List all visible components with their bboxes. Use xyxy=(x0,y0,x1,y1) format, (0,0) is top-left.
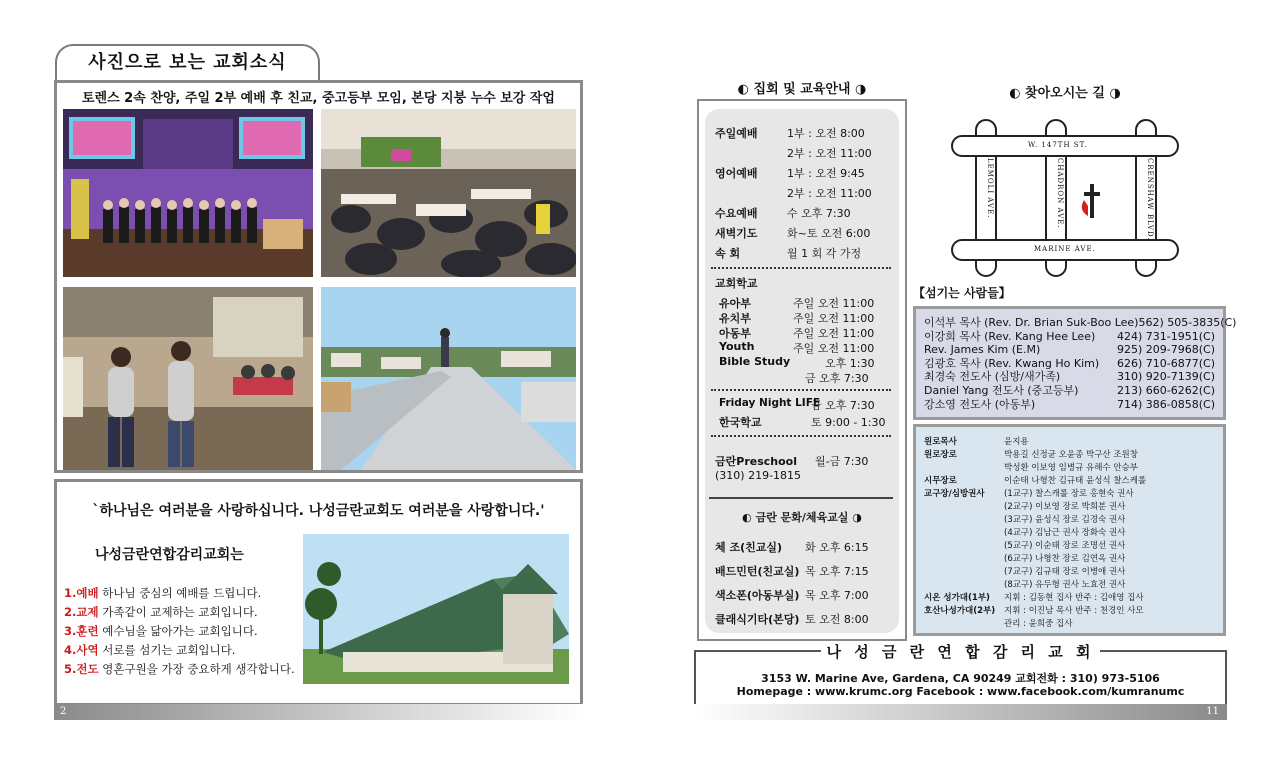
program-name: Friday Night LIFE xyxy=(719,397,821,409)
elder-row: (6교구) 나형찬 장로 김연옥 권사 xyxy=(1004,554,1126,564)
photo-news-panel xyxy=(54,80,583,473)
church-building-photo xyxy=(303,534,569,684)
ave3-label: CRENSHAW BLVD. xyxy=(1146,158,1154,241)
staff-name: 최경숙 전도사 (심방/새가족) xyxy=(924,370,1061,384)
preschool-time: 월-금 7:30 xyxy=(815,455,869,468)
worship-time: 1부 : 오전 9:45 xyxy=(787,167,865,180)
school-title: 교회학교 xyxy=(715,277,758,290)
staff-row xyxy=(924,330,1215,344)
value-key: 1.예배 xyxy=(64,586,99,600)
church-web: Homepage : www.krumc.org Facebook : www.facebook.com/kumranumc xyxy=(736,685,1185,698)
staff-name: 이강희 목사 (Rev. Kang Hee Lee) xyxy=(924,329,1096,343)
worship-name: 새벽기도 xyxy=(715,227,758,240)
school-time: 금 오후 7:30 xyxy=(805,372,869,385)
value-key: 4.사역 xyxy=(64,643,99,657)
staff-name: Daniel Yang 전도사 (중고등부) xyxy=(924,383,1079,397)
worship-time: 화~토 오전 6:00 xyxy=(787,227,871,240)
staff-phone: 925) 209-7968(C) xyxy=(1116,343,1215,357)
value-item xyxy=(64,642,235,658)
elder-row: 관리 : 윤희중 집사 xyxy=(1004,619,1073,629)
schedule-panel xyxy=(697,99,907,641)
school-time: 주일 오전 11:00 xyxy=(793,342,875,355)
page-number-right: 11 xyxy=(694,704,1227,720)
staff-name: 강소영 전도사 (아동부) xyxy=(924,397,1036,411)
value-item xyxy=(64,661,295,677)
program-name: 한국학교 xyxy=(719,416,762,429)
staff-name: 이석부 목사 (Rev. Dr. Brian Suk-Boo Lee) xyxy=(924,316,1139,329)
elder-row: 원로장로 박용길 신정균 오윤종 박구산 조원창 xyxy=(924,450,1138,460)
church-address: 3153 W. Marine Ave, Gardena, CA 90249 교회전화 : 310) 973-5106 xyxy=(761,672,1160,685)
value-text: 예수님을 닮아가는 교회입니다. xyxy=(102,624,258,638)
photo-roof-repair xyxy=(321,287,576,470)
program-time: 토 9:00 - 1:30 xyxy=(811,416,886,429)
staff-row xyxy=(924,384,1215,398)
value-item xyxy=(64,623,258,639)
school-name: 유치부 xyxy=(719,312,751,325)
page-number-left: 2 xyxy=(54,704,583,720)
elder-row: 박성환 이보영 임병규 유해수 안승부 xyxy=(1004,463,1138,473)
staff-row xyxy=(924,398,1215,412)
street-bottom-label: MARINE AVE. xyxy=(1034,245,1096,253)
value-key: 5.전도 xyxy=(64,662,99,676)
church-name: 나 성 금 란 연 합 감 리 교 회 xyxy=(696,641,1225,662)
worship-time: 수 오후 7:30 xyxy=(787,207,851,220)
school-name: 아동부 xyxy=(719,327,751,340)
street-top-label: W. 147TH ST. xyxy=(1028,141,1088,149)
school-time: 주일 오전 11:00 xyxy=(793,312,875,325)
elder-row: (4교구) 김남근 권사 장화숙 권사 xyxy=(1004,528,1126,538)
divider xyxy=(711,435,891,437)
culture-time: 목 오후 7:00 xyxy=(805,589,869,602)
section-title: 사진으로 보는 교회소식 xyxy=(55,44,320,80)
elder-row: (7교구) 김규태 장로 이병애 권사 xyxy=(1004,567,1126,577)
ave1-label: LEMOLI AVE. xyxy=(986,158,994,219)
staff-name: Rev. James Kim (E.M) xyxy=(924,343,1041,357)
value-key: 2.교제 xyxy=(64,605,99,619)
church-vision-panel xyxy=(54,479,583,706)
preschool-name: 금란Preschool xyxy=(715,455,797,468)
worship-time: 2부 : 오전 11:00 xyxy=(787,147,872,160)
value-text: 서로를 섬기는 교회입니다. xyxy=(102,643,236,657)
culture-time: 목 오후 7:15 xyxy=(805,565,869,578)
photo-youth xyxy=(63,287,313,470)
elder-row: (2교구) 이보영 장로 박희분 권사 xyxy=(1004,502,1126,512)
map xyxy=(950,118,1180,278)
staff-row xyxy=(924,370,1215,384)
school-name: Bible Study xyxy=(719,355,791,368)
church-info-footer xyxy=(694,643,1227,706)
elder-row: 시무장로 이순태 나형찬 김규태 윤성식 찰스케롤 xyxy=(924,476,1147,486)
worship-time: 2부 : 오전 11:00 xyxy=(787,187,872,200)
value-text: 영혼구원을 가장 중요하게 생각합니다. xyxy=(102,662,295,676)
staff-panel xyxy=(913,306,1237,420)
worship-name: 영어예배 xyxy=(715,167,758,180)
elder-row: 시온 성가대(1부) 지휘 : 김동현 집사 반주 : 김애영 집사 xyxy=(924,593,1144,603)
elder-row: (8교구) 유두형 권사 노효전 권사 xyxy=(1004,580,1126,590)
school-name: 유아부 xyxy=(719,297,751,310)
divider xyxy=(711,267,891,269)
value-key: 3.훈련 xyxy=(64,624,99,638)
staff-phone: 310) 920-7139(C) xyxy=(1116,370,1215,384)
staff-name: 김광호 목사 (Rev. Kwang Ho Kim) xyxy=(924,356,1100,370)
staff-phone: 213) 660-6262(C) xyxy=(1116,383,1215,397)
motto: `하나님은 여러분을 사랑하십니다. 나성금란교회도 여러분을 사랑합니다.' xyxy=(92,503,545,519)
staff-row xyxy=(924,316,1237,330)
school-time: 주일 오전 11:00 xyxy=(793,297,875,310)
value-item xyxy=(64,604,258,620)
worship-name: 수요예배 xyxy=(715,207,758,220)
elder-row: 원로목사 윤지용 xyxy=(924,437,1029,447)
worship-time: 1부 : 오전 8:00 xyxy=(787,127,865,140)
culture-name: 색소폰(아동부실) xyxy=(715,589,800,602)
culture-time: 토 오전 8:00 xyxy=(805,613,869,626)
program-time: 금 오후 7:30 xyxy=(811,399,875,412)
staff-title: 【섬기는 사람들】 xyxy=(913,286,1011,300)
preschool-phone: (310) 219-1815 xyxy=(715,469,802,482)
worship-name: 속 회 xyxy=(715,247,741,260)
staff-phone: 714) 386-0858(C) xyxy=(1116,397,1215,411)
directions-title: ◐ 찾아오시는 길 ◑ xyxy=(1009,86,1121,101)
divider xyxy=(711,389,891,391)
staff-phone: 424) 731-1951(C) xyxy=(1116,329,1215,343)
worship-name: 주일예배 xyxy=(715,127,758,140)
culture-time: 화 오후 6:15 xyxy=(805,541,869,554)
elder-row: 교구장/심방권사 (1교구) 찰스캐롤 장로 홍현숙 권사 xyxy=(924,489,1134,499)
divider xyxy=(709,497,893,499)
photo-caption: 토렌스 2속 찬양, 주일 2부 예배 후 친교, 중고등부 모임, 본당 지붕 누수 보강 작업 xyxy=(81,91,555,106)
worship-time: 월 1 회 각 가정 xyxy=(787,247,862,260)
culture-name: 배드민턴(친교실) xyxy=(715,565,800,578)
culture-name: 클래식기타(본당) xyxy=(715,613,800,626)
elder-row: 호산나성가대(2부) 지휘 : 이진남 목사 반주 : 천경인 사모 xyxy=(924,606,1144,616)
culture-name: 체 조(친교실) xyxy=(715,541,783,554)
culture-title: ◐ 금란 문화/체육교실 ◑ xyxy=(742,511,862,524)
value-text: 가족같이 교제하는 교회입니다. xyxy=(102,605,258,619)
elder-row: (3교구) 윤성식 장로 김경숙 권사 xyxy=(1004,515,1126,525)
schedule-title: ◐ 집회 및 교육안내 ◑ xyxy=(737,82,867,97)
photo-fellowship xyxy=(321,109,576,277)
staff-row xyxy=(924,357,1215,371)
ave2-label: CHADRON AVE. xyxy=(1056,158,1064,229)
value-item xyxy=(64,585,261,601)
school-name: Youth xyxy=(719,340,755,353)
value-text: 하나님 중심의 예배를 드립니다. xyxy=(102,586,262,600)
staff-phone: 626) 710-6877(C) xyxy=(1116,356,1215,370)
elder-row: (5교구) 이순태 장로 조명선 권사 xyxy=(1004,541,1126,551)
staff-phone: 562) 505-3835(C) xyxy=(1138,316,1237,329)
elders-panel xyxy=(913,424,1226,636)
photo-choir xyxy=(63,109,313,277)
schedule-inner xyxy=(705,109,899,633)
staff-row xyxy=(924,343,1215,357)
church-intro: 나성금란연합감리교회는 xyxy=(95,547,244,563)
school-time: 오후 1:30 xyxy=(825,357,875,370)
school-time: 주일 오전 11:00 xyxy=(793,327,875,340)
